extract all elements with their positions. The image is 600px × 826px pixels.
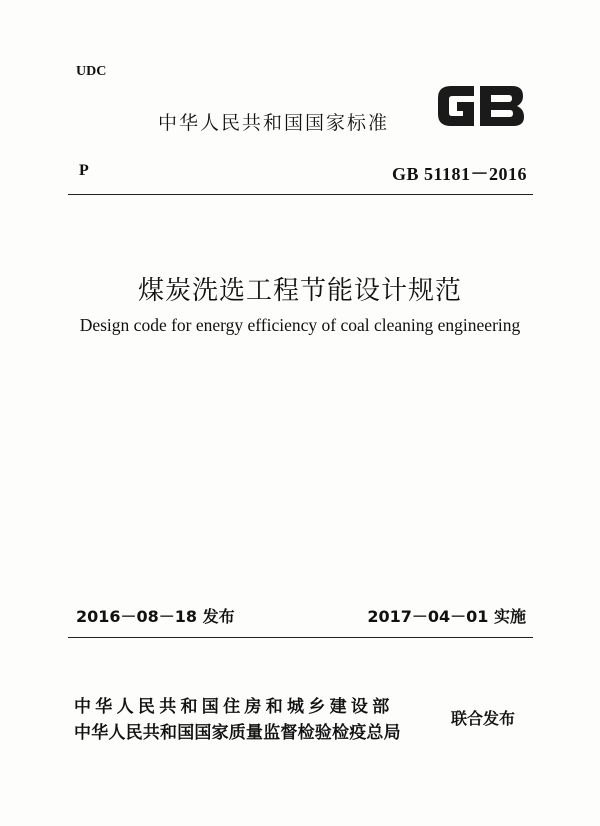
issuer-ministry-housing: 中华人民共和国住房和城乡建设部 (74, 697, 394, 717)
title-chinese: 煤炭洗选工程节能设计规范 (137, 276, 462, 306)
publish-date: 2016－08－18 发布 (76, 607, 235, 626)
classification-code: P (79, 162, 89, 179)
standard-number: GB 51181－2016 (391, 164, 527, 184)
udc-label: UDC (76, 64, 107, 79)
title-english: Design code for energy efficiency of coal cleaning engineering (79, 315, 521, 335)
standard-category-title: 中华人民共和国国家标准 (158, 112, 390, 134)
gb-logo-icon (434, 78, 528, 134)
joint-release-label: 联合发布 (451, 709, 516, 728)
top-divider (68, 194, 533, 195)
implement-date: 2017－04－01 实施 (367, 607, 526, 626)
bottom-divider (68, 637, 533, 638)
issuer-aqsiq: 中华人民共和国国家质量监督检验检疫总局 (74, 723, 401, 743)
issuing-authorities (74, 694, 401, 746)
